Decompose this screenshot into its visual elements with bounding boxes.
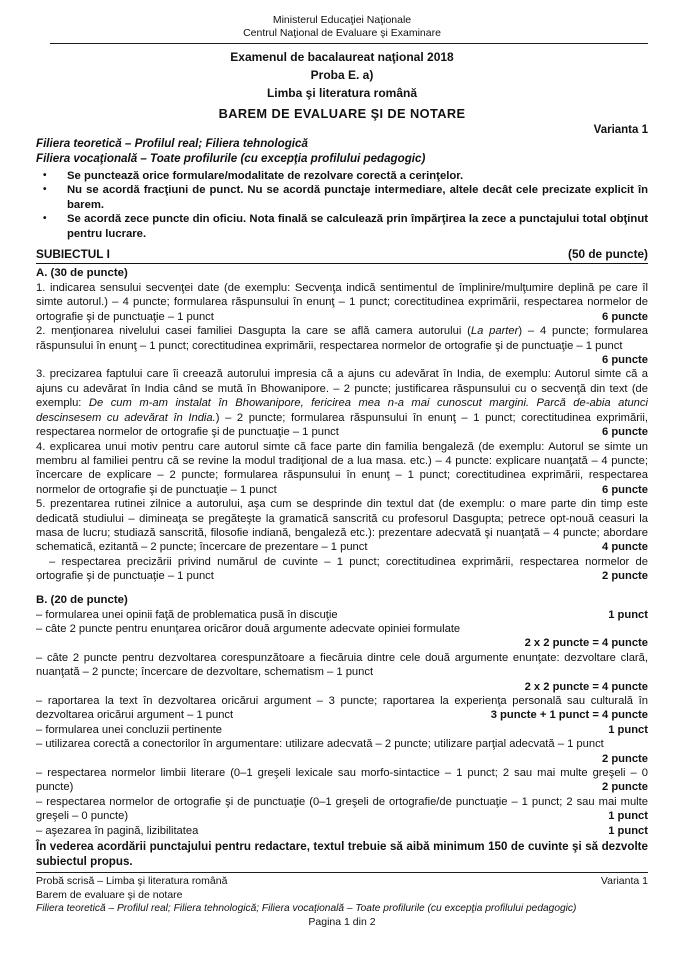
item-text: 5. prezentarea rutinei zilnice a autorului, aşa cum se desprinde din textul dat (de exemplu: o mare parte din timp este dedicată studiului – dimineaţa se pregăteşte la gramatică sanscrită cu profesorul Dasgupta; petrece opt-nouă ceasuri la masa de lucru; studiază sanscrită, filosofie indiană, bengaleză etc.): prezentare adecvată şi nuanţată – 4 puncte; abordare schematică, ezitantă – 2 puncte; încercare de prezentare – 1 punct	[36, 498, 648, 554]
barem-item-b6	[36, 737, 648, 766]
item-text: 4. explicarea unui motiv pentru care autorul simte că face parte din familia bengaleză (de exemplu: Autorul se simte un membru al familiei pentru că se revine la modul tradiţional de a lua masa. etc.) – 4 puncte: explicare nuanţată – 4 puncte; încercare de explicare – 2 puncte; formularea răspunsului în enunţ – 1 punct; corectitudinea exprimării, respectarea normelor de ortografie şi de punctuaţie – 1 punct	[36, 440, 648, 496]
item-text: ) – 2 puncte; formularea răspunsului în enunţ – 1 punct; corectitudinea exprimării, respectarea normelor de ortografie şi de punctuaţie – 1 punct	[36, 411, 648, 439]
footer-page-number: Pagina 1 din 2	[308, 915, 376, 928]
subject1-points: (50 de puncte)	[568, 247, 648, 262]
bullet-icon: •	[43, 184, 47, 196]
item-quote: De cum m-am instalat în Bhowanipore, fericirea mea n-a mai cunoscut margini. Parcă de-abia atunci descinsesem cu adevărat în India.	[36, 397, 648, 424]
points-value: 2 puncte	[601, 752, 648, 765]
barem-item-b9	[36, 824, 648, 838]
rule-item-3	[36, 212, 648, 241]
footer-row	[36, 875, 648, 889]
filiera-line-1: Filiera teoretică – Profilul real; Filiera tehnologică	[36, 137, 308, 150]
footer-variant: Varianta 1	[600, 875, 648, 888]
subject-name: Limba şi literatura română	[266, 86, 418, 100]
points-value: 2 puncte	[601, 570, 648, 583]
barem-item-1	[36, 281, 648, 324]
barem-item-5-redactare	[36, 555, 648, 584]
rule-item-2	[36, 183, 648, 212]
rule-text: Nu se acordă fracţiuni de punct. Nu se acordă punctaje intermediare, altele decât cele precizate explicit în barem.	[67, 184, 648, 211]
sectionA-title: A. (30 de puncte)	[36, 267, 128, 280]
barem-item-b4	[36, 694, 648, 723]
rule-item-1	[36, 169, 648, 183]
item-text: – câte 2 puncte pentru dezvoltarea corespunzătoare a fiecăruia dintre cele două argumente enunţate: dezvoltare clară, nuanţată – 2 puncte; încercare de dezvoltare, schematism – 1 punct	[36, 651, 648, 679]
item-text: – formularea unei concluzii pertinente	[36, 723, 222, 736]
barem-item-b8	[36, 795, 648, 824]
barem-item-b3	[36, 651, 648, 680]
bullet-icon: •	[43, 170, 47, 181]
center-name: Centrul Naţional de Evaluare şi Examinare	[243, 27, 441, 39]
points-value: 1 punct	[608, 723, 648, 736]
points-value: 6 puncte	[601, 426, 648, 439]
page-footer	[36, 872, 648, 929]
barem-item-b5	[36, 723, 648, 737]
filiera-line-2: Filiera vocaţională – Toate profilurile (cu excepţia profilului pedagogic)	[36, 151, 426, 165]
item-text: ) – 4 puncte; formularea răspunsului în enunţ – 1 punct; corectitudinea exprimării, respectarea normelor de ortografie şi de punctuaţie – 1 punct	[36, 325, 648, 352]
item-text: – respectarea precizării privind numărul de cuvinte – 1 punct; corectitudinea exprimării, respectarea normelor de ortografie şi de punctuaţie – 1 punct	[36, 555, 648, 583]
general-rules	[36, 169, 648, 241]
barem-item-b7	[36, 766, 648, 795]
points-value-line: 2 x 2 puncte = 4 puncte	[524, 637, 648, 650]
rule-text: Se punctează orice formulare/modalitate de rezolvare corectă a cerinţelor.	[67, 170, 464, 182]
points-value: 6 puncte	[601, 483, 648, 496]
points-value-line: 2 x 2 puncte = 4 puncte	[524, 680, 648, 693]
item-text: 3. precizarea faptului care îi creează autorului impresia că a ajuns cu adevărat în India, de exemplu: Autorul simte că a ajuns cu adevărat în India când se mută în Bhowanipore. – 2 puncte; justificarea răspunsului cu o secvenţă din text (de exemplu:	[36, 368, 648, 410]
barem-item-4	[36, 440, 648, 498]
barem-item-3	[36, 367, 648, 439]
footer-proba: Probă scrisă – Limba şi literatura română	[36, 875, 228, 888]
points-value: 1 punct	[608, 810, 648, 823]
points-value: 6 puncte	[601, 310, 648, 323]
item-text: – respectarea normelor de ortografie şi de punctuaţie (0–1 greşeli de ortografie/de punctuaţie – 1 punct; 2 sau mai multe greşeli – 0 puncte)	[36, 795, 648, 823]
footer-filiera: Filiera teoretică – Profilul real; Filiera tehnologică; Filiera vocaţională – Toate profilurile (cu excepţia profilului pedagogic)	[36, 903, 577, 915]
item-text: – aşezarea în pagină, lizibilitatea	[36, 824, 199, 837]
points-value: 4 puncte	[601, 541, 648, 554]
item-text: – respectarea normelor limbii literare (0–1 greşeli lexicale sau morfo-sintactice – 1 punct; 2 sau mai multe greşeli – 0 puncte)	[36, 767, 648, 794]
section-gap	[36, 584, 648, 591]
item-text: – formularea unei opinii faţă de problematica pusă în discuţie	[36, 608, 338, 621]
item-text: 1. indicarea sensului secvenţei date (de exemplu: Secvenţa indică sentimentul de împlinire/mulţumire deplină pe care îl simte autorul.) – 4 puncte; formularea răspunsului în enunţ – 1 punct; corectitudinea exprimării, respectarea normelor de ortografie şi de punctuaţie – 1 punct	[36, 282, 648, 323]
subject1-title: SUBIECTUL I	[36, 247, 110, 262]
doc-title: BAREM DE EVALUARE ŞI DE NOTARE	[218, 106, 466, 121]
points-value: 3 puncte + 1 punct = 4 puncte	[490, 709, 648, 722]
sectionB-title: B. (20 de puncte)	[36, 593, 128, 606]
points-value: 1 punct	[608, 608, 648, 621]
points-value: 2 puncte	[601, 781, 648, 794]
header-divider	[50, 43, 648, 44]
variant-label: Varianta 1	[593, 124, 648, 136]
item-text: – raportarea la text în dezvoltarea oricărui argument – 3 puncte; raportarea la experienţa personală sau culturală în dezvoltarea oricărui argument – 1 punct	[36, 695, 648, 722]
item-text: – câte 2 puncte pentru enunţarea oricăror două argumente adecvate opiniei formulate	[36, 622, 461, 635]
barem-item-5	[36, 497, 648, 555]
points-value: 1 punct	[608, 824, 648, 837]
barem-item-b1	[36, 608, 648, 622]
footer-divider	[36, 872, 648, 873]
redaction-note: În vederea acordării punctajului pentru redactare, textul trebuie să aibă minimum 150 de cuvinte şi să dezvolte subiectul propus.	[36, 840, 648, 869]
proba-label: Proba E. a)	[310, 68, 374, 82]
footer-barem: Barem de evaluare şi de notare	[36, 888, 183, 901]
ministry-name: Ministerul Educaţiei Naţionale	[272, 14, 412, 26]
barem-item-2	[36, 324, 648, 367]
subject1-header	[36, 247, 648, 264]
item-text: – utilizarea corectă a conectorilor în argumentare: utilizare adecvată – 2 puncte; utilizare parţial adecvată – 1 punct	[36, 738, 604, 751]
exam-title: Examenul de bacalaureat naţional 2018	[230, 50, 454, 64]
item-quote: La parter	[470, 325, 519, 338]
points-value: 6 puncte	[601, 354, 648, 367]
rule-text: Se acordă zece puncte din oficiu. Nota finală se calculează prin împărţirea la zece a punctajului total obţinut pentru lucrare.	[67, 213, 648, 240]
bullet-icon: •	[43, 213, 47, 225]
barem-item-b2	[36, 622, 648, 636]
item-text: 2. menţionarea nivelului casei familiei Dasgupta la care se află camera autorului (	[36, 325, 471, 338]
